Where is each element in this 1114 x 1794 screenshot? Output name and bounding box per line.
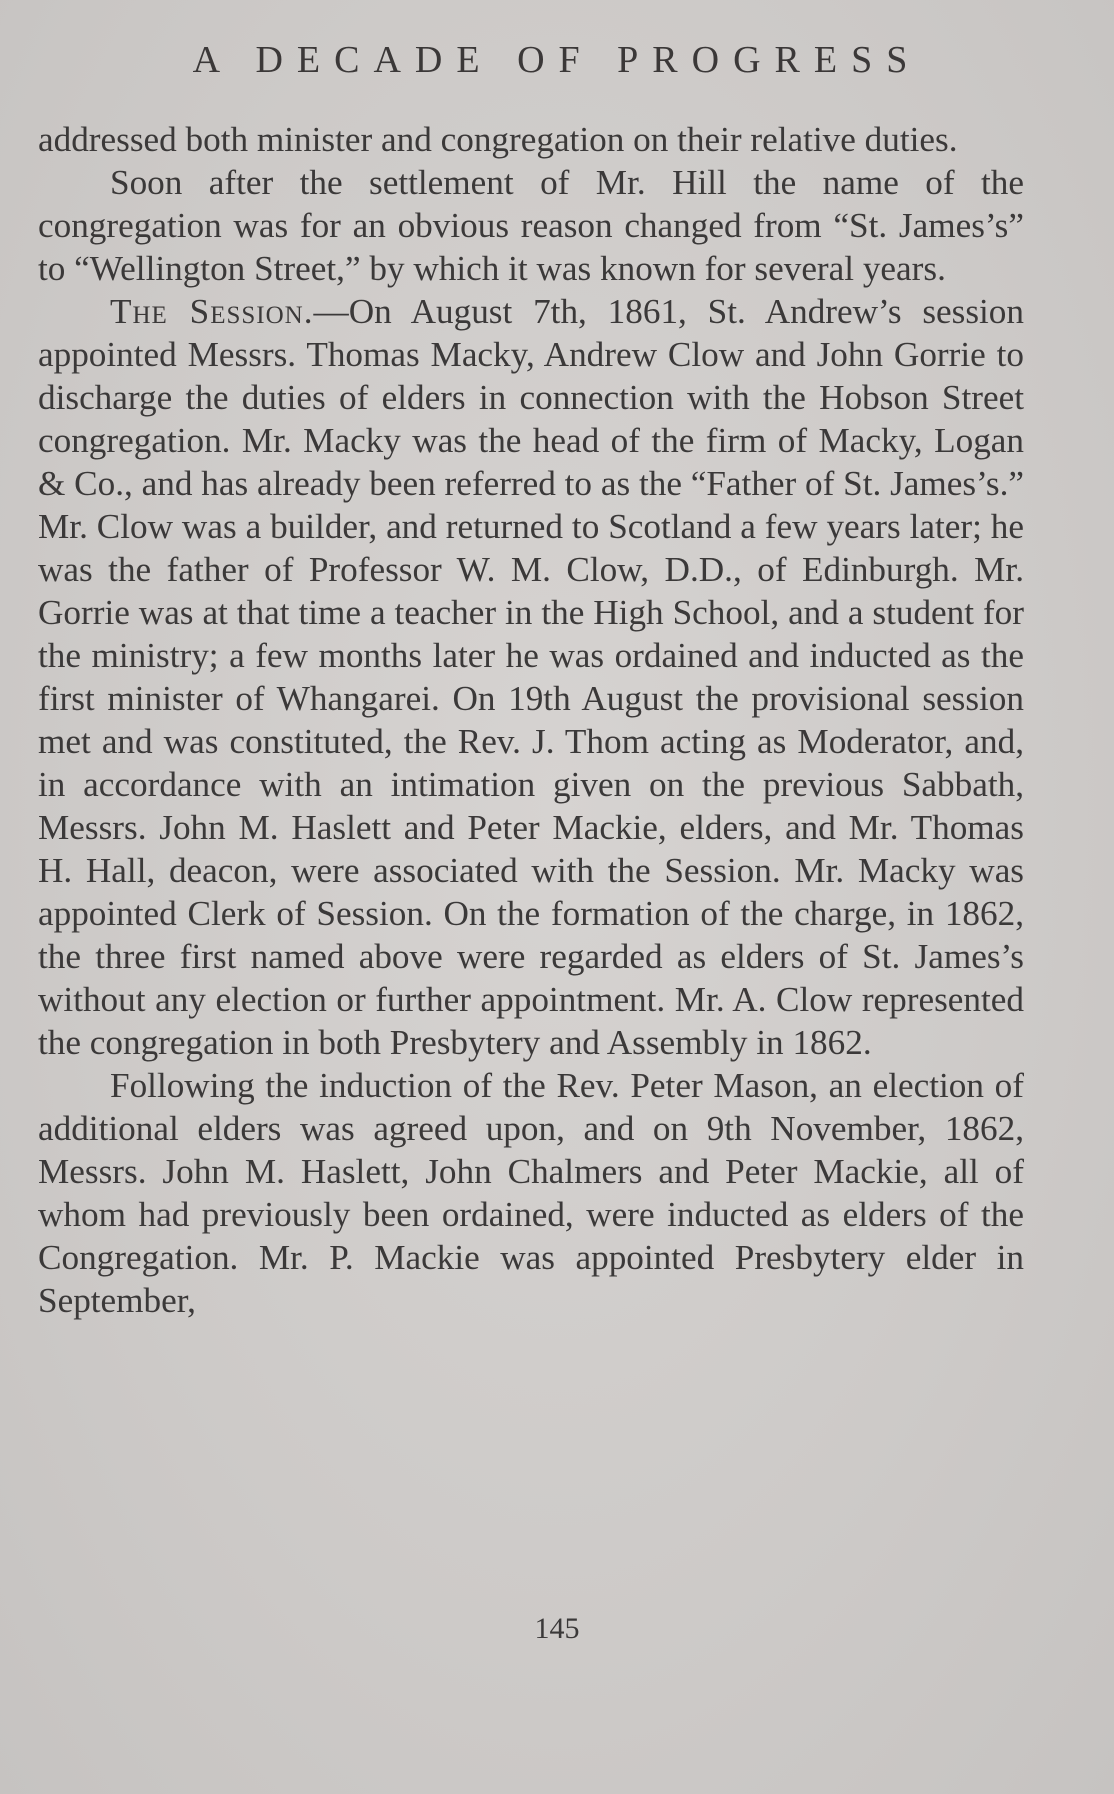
paragraph-4: Following the induction of the Rev. Peter Mason, an election of additional elders was agreed upon, and on 9th November, 1862, Messrs. John M. Haslett, John Chalmers and Peter Mackie, all of whom had previously been ordained, were inducted as elders of the Congregation. Mr. P. Mackie was appointed Presbytery elder in September, [38, 1066, 1024, 1320]
paragraph-2: Soon after the settlement of Mr. Hill the name of the congregation was for an obvious reason changed from “St. James’s” to “Wellington Street,” by which it was known for several years. [38, 163, 1024, 288]
page-number: 145 [534, 1612, 580, 1645]
paragraph-3 [38, 290, 1024, 1064]
body-text [38, 118, 1024, 1322]
paragraph-1: addressed both minister and congregation on their relative duties. [38, 120, 958, 159]
running-title: A DECADE OF PROGRESS [192, 39, 922, 81]
section-heading-session: The Session. [110, 292, 314, 331]
paragraph-3-text: —On August 7th, 1861, St. Andrew’s session appointed Messrs. Thomas Macky, Andrew Clow and John Gorrie to discharge the duties of elders in connection with the Hobson Street congregation. Mr. Macky was the head of the firm of Macky, Logan & Co., and has already been referred to as the “Father of St. James’s.” Mr. Clow was a builder, and returned to Scotland a few years later; he was the father of Professor W. M. Clow, D.D., of Edinburgh. Mr. Gorrie was at that time a teacher in the High School, and a student for the ministry; a few months later he was ordained and inducted as the first minister of Whangarei. On 19th August the provisional session met and was constituted, the Rev. J. Thom acting as Moderator, and, in accordance with an intimation given on the previous Sabbath, Messrs. John M. Haslett and Peter Mackie, elders, and Mr. Thomas H. Hall, deacon, were associated with the Session. Mr. Macky was appointed Clerk of Session. On the formation of the charge, in 1862, the three first named above were regarded as elders of St. James’s without any election or further appointment. Mr. A. Clow represented the congregation in both Presbytery and Assembly in 1862. [38, 292, 1024, 1062]
